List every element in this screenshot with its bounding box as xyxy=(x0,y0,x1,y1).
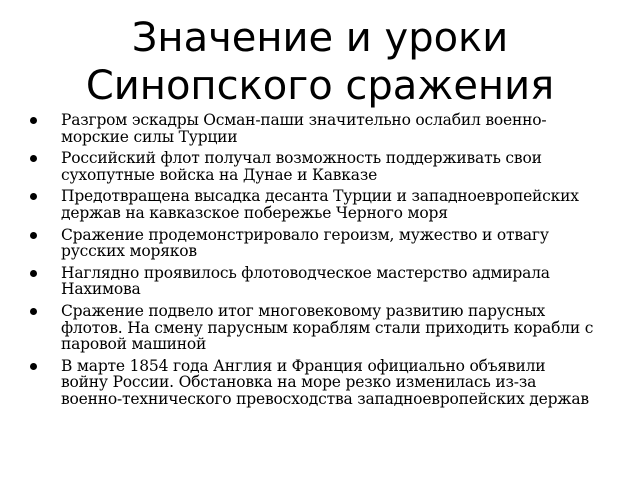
bullet-item xyxy=(28,303,596,353)
bullet-item xyxy=(28,188,596,221)
bullet-dot-icon xyxy=(30,270,37,277)
bullet-dot-icon xyxy=(30,155,37,162)
bullet-text: Разгром эскадры Осман-паши значительно ослабил военно-морские силы Турции xyxy=(61,111,547,146)
bullet-text: Сражение подвело итог многовековому развитию парусных флотов. На смену парусным кораблям стали приходить корабли с паровой машиной xyxy=(61,301,594,354)
bullet-text: Предотвращена высадка десанта Турции и западноевропейских держав на кавказское побережье Черного моря xyxy=(61,187,579,222)
bullet-text: Сражение продемонстрировало героизм, мужество и отвагу русских моряков xyxy=(61,225,549,261)
bullet-item xyxy=(28,265,596,298)
bullet-dot-icon xyxy=(30,193,37,200)
bullet-item xyxy=(28,227,596,260)
bullet-item xyxy=(28,112,596,145)
slide-title xyxy=(0,14,640,110)
bullet-item xyxy=(28,150,596,183)
bullet-text: Наглядно проявилось флотоводческое мастерство адмирала Нахимова xyxy=(61,263,550,299)
bullet-dot-icon xyxy=(30,308,37,315)
bullet-dot-icon xyxy=(30,117,37,124)
bullet-dot-icon xyxy=(30,363,37,370)
bullet-item xyxy=(28,358,596,408)
bullet-text: В марте 1854 года Англия и Франция официально объявили войну России. Обстановка на море резко изменилась из-за военно-технического превосходства западноевропейских держав xyxy=(61,356,589,408)
slide-title-line-1: Значение и уроки xyxy=(131,15,509,61)
bullet-dot-icon xyxy=(30,232,37,239)
slide-title-line-2: Синопского сражения xyxy=(85,63,555,109)
bullet-text: Российский флот получал возможность поддерживать свои сухопутные войска на Дунае и Кавказе xyxy=(61,149,542,184)
bullet-list xyxy=(28,112,596,413)
